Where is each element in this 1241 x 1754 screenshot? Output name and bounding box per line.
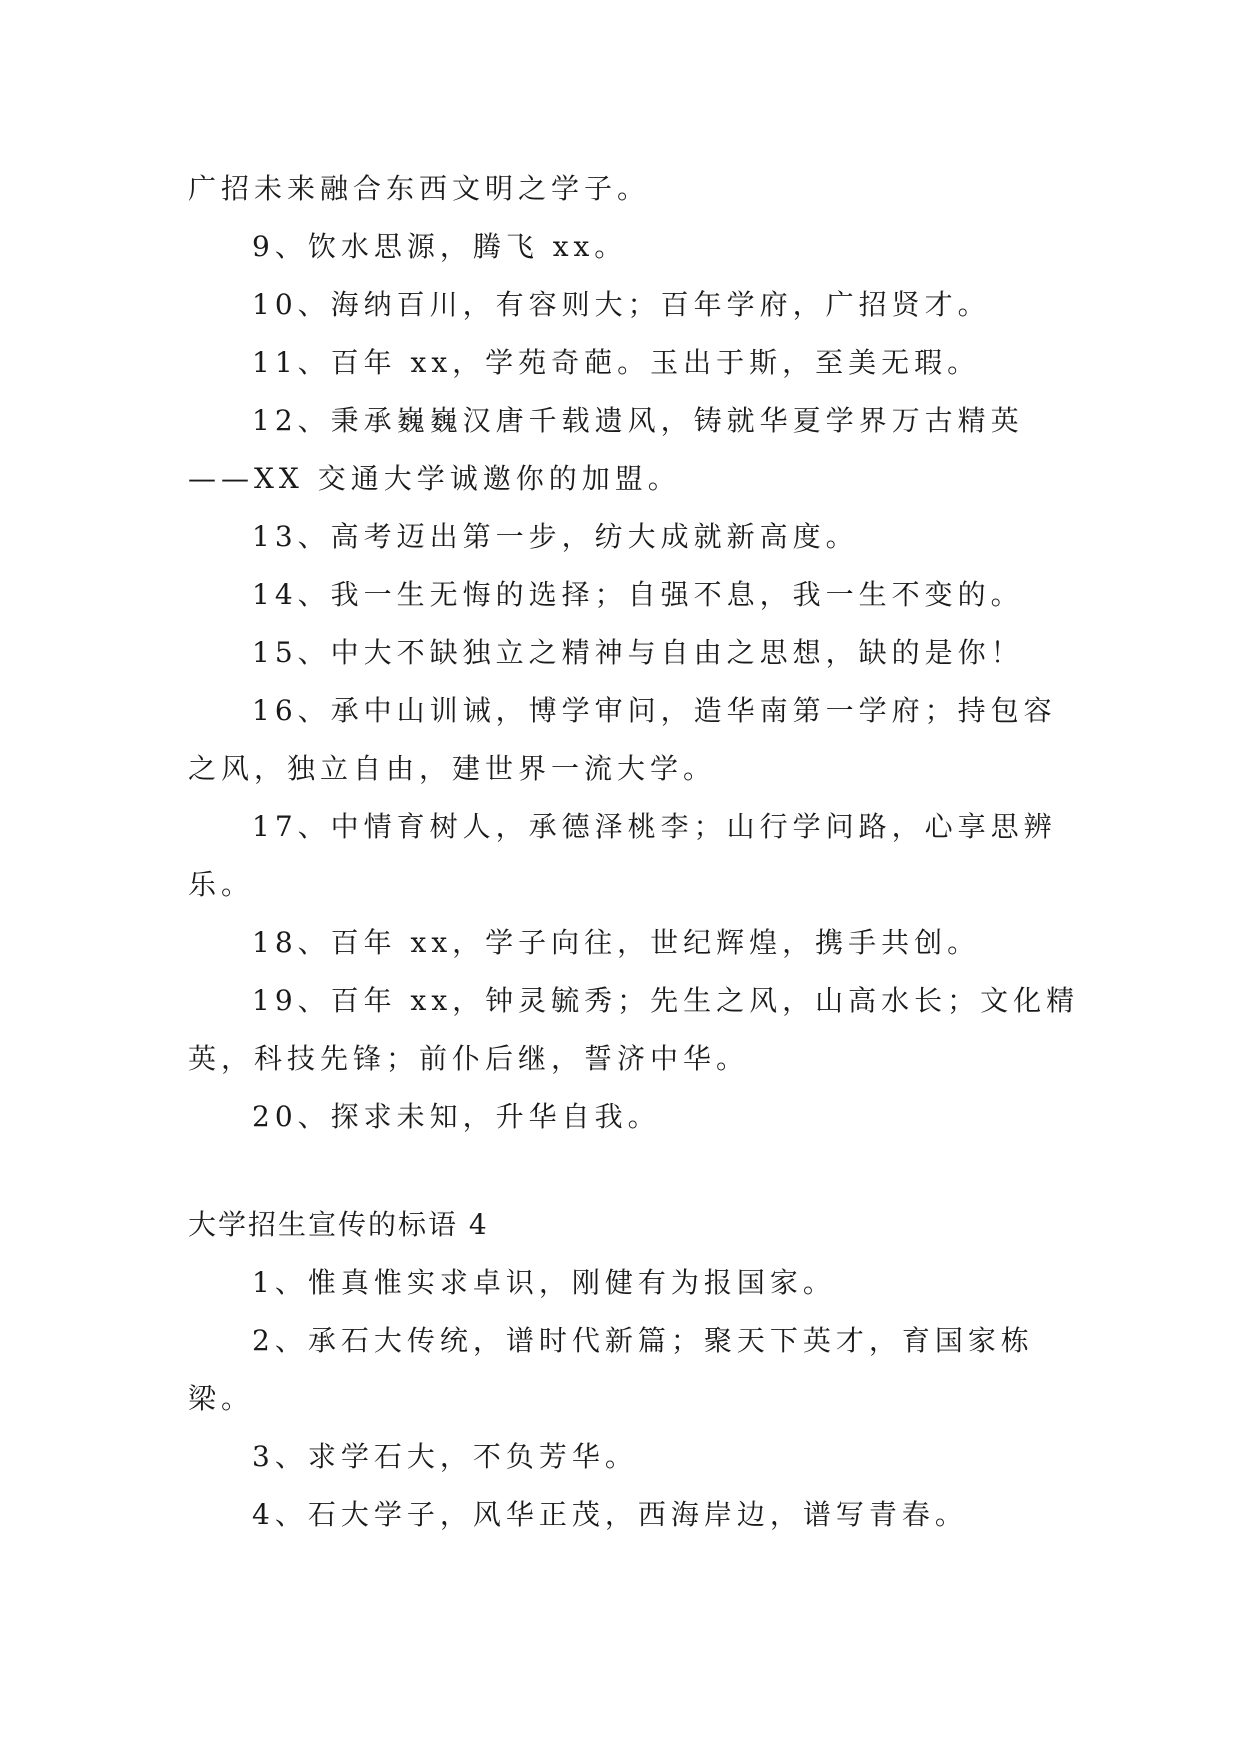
text-line: 18、百年 xx，学子向往，世纪辉煌，携手共创。 xyxy=(252,926,981,959)
text-line: 17、中情育树人，承德泽桃李；山行学问路，心享思辨 xyxy=(252,810,1057,843)
text-line: 15、中大不缺独立之精神与自由之思想，缺的是你！ xyxy=(252,636,1024,669)
section-heading: 大学招生宣传的标语 4 xyxy=(188,1208,489,1241)
slogan-list xyxy=(188,160,1080,1146)
text-line: 广招未来融合东西文明之学子。 xyxy=(188,172,651,205)
section-slogan-list xyxy=(188,1254,1054,1544)
text-line: 2、承石大传统，谱时代新篇；聚天下英才，育国家栋 xyxy=(252,1324,1034,1357)
text-line: 11、百年 xx，学苑奇葩。玉出于斯，至美无瑕。 xyxy=(252,346,981,379)
text-line: ——XX 交通大学诚邀你的加盟。 xyxy=(188,462,681,495)
text-line: 16、承中山训诫，博学审问，造华南第一学府；持包容 xyxy=(252,694,1057,727)
text-line: 13、高考迈出第一步，纺大成就新高度。 xyxy=(252,520,859,553)
text-line: 梁。 xyxy=(188,1382,255,1415)
text-line: 14、我一生无悔的选择；自强不息，我一生不变的。 xyxy=(252,578,1024,611)
text-line: 12、秉承巍巍汉唐千载遗风，铸就华夏学界万古精英 xyxy=(252,404,1024,437)
text-line: 19、百年 xx，钟灵毓秀；先生之风，山高水长；文化精 xyxy=(252,984,1080,1017)
text-line: 1、惟真惟实求卓识，刚健有为报国家。 xyxy=(252,1266,836,1299)
text-line: 9、饮水思源，腾飞 xx。 xyxy=(252,230,628,263)
text-line: 英，科技先锋；前仆后继，誓济中华。 xyxy=(188,1042,750,1075)
section-gap xyxy=(188,1146,1054,1196)
text-line: 乐。 xyxy=(188,868,255,901)
text-line: 10、海纳百川，有容则大；百年学府，广招贤才。 xyxy=(252,288,991,321)
document-body xyxy=(188,160,1080,1544)
text-line: 20、探求未知，升华自我。 xyxy=(252,1100,661,1133)
text-line: 3、求学石大，不负芳华。 xyxy=(252,1440,638,1473)
text-line: 之风，独立自由，建世界一流大学。 xyxy=(188,752,717,785)
text-line: 4、石大学子，风华正茂，西海岸边，谱写青春。 xyxy=(252,1498,968,1531)
